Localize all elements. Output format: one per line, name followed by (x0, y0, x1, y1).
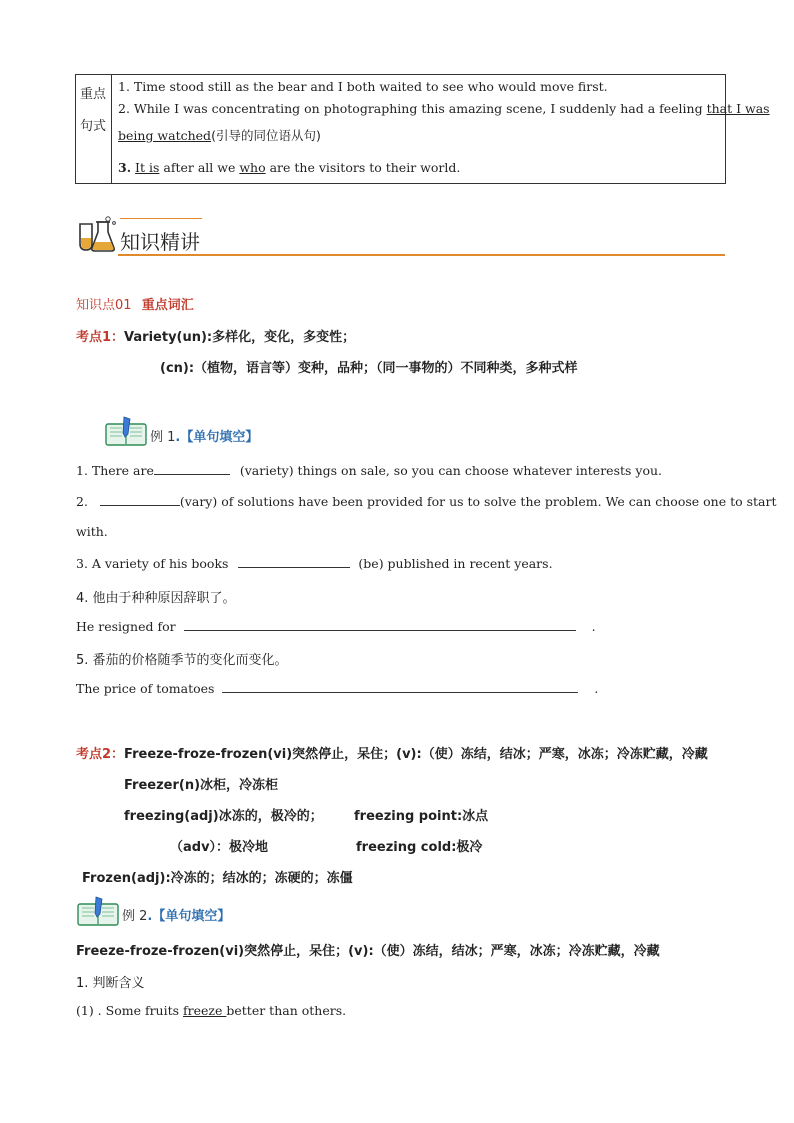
ex1-q3-suffix: (be) published in recent years. (358, 556, 553, 571)
ex1-question-5-cn: 5. 番茄的价格随季节的变化而变化。 (76, 653, 288, 668)
ex1-q3-prefix: 3. A variety of his books (76, 556, 229, 571)
ex2-q1-1-suffix: better than others. (226, 1003, 347, 1018)
sentence-2 (118, 101, 770, 116)
test-point-2-line5: Frozen(adj):冷冻的；结冰的；冻硬的；冻僵 (82, 871, 353, 886)
sentence-2-underline-1: that I was (706, 101, 770, 116)
section-top-rule (120, 218, 202, 219)
ex2-q1-1-prefix: (1) . Some fruits (76, 1003, 184, 1018)
ex1-question-4-en (76, 618, 596, 634)
knowledge-point-title: 重点词汇 (141, 298, 194, 313)
ex1-q4-blank[interactable] (184, 618, 576, 631)
key-sentences-table (75, 74, 770, 184)
test-point-1-line1: Variety(un):多样化，变化，多变性； (124, 330, 356, 345)
test-point-1 (76, 326, 355, 345)
section-rule (118, 254, 725, 256)
ex1-q1-prefix: 1. There are (76, 463, 154, 478)
test-point-1-label: 考点1： (76, 330, 125, 345)
example-2-tag: .【单句填空】 (147, 909, 231, 924)
example-1-label: 例 1 (150, 430, 176, 445)
test-point-2 (76, 743, 708, 762)
ex2-q1-1-underlined: freeze (183, 1003, 227, 1018)
table-label-line1: 重点 (80, 87, 107, 102)
section-title: 知识精讲 (120, 230, 200, 254)
ex1-q1-suffix: (variety) things on sale, so you can choose whatever interests you. (239, 463, 663, 478)
sentence-2-underline-2: being watched (118, 128, 212, 143)
sentence-2-cont (118, 126, 321, 144)
ex1-question-3 (76, 555, 553, 571)
ex1-q2-suffix: (vary) of solutions have been provided for us to solve the problem. We can choose one to start (179, 494, 777, 509)
sentence-3-underline-2: who (239, 160, 266, 175)
sentence-3-number: 3. (118, 160, 132, 175)
ex1-question-4-cn: 4. 他由于种种原因辞职了。 (76, 591, 236, 606)
sentence-3-middle: after all we (159, 160, 240, 175)
ex1-q2-prefix: 2. (76, 494, 88, 509)
ex1-q4-period: . (591, 619, 596, 634)
sentence-2-note: (引导的同位语从句) (211, 128, 321, 143)
test-point-2-line4a: （adv）：极冷地 (170, 840, 269, 855)
flask-icon (74, 214, 120, 254)
sentence-1: 1. Time stood still as the bear and I both waited to see who would move first. (118, 79, 608, 94)
ex1-question-1 (76, 462, 662, 478)
test-point-2-line1: Freeze-froze-frozen(vi)突然停止，呆住；(v):（使）冻结，结冰；严寒，冰冻；冷冻贮藏，冷藏 (124, 747, 708, 762)
ex1-question-5-en (76, 680, 598, 696)
knowledge-point-heading (76, 294, 194, 313)
book-pen-icon (104, 416, 148, 446)
test-point-2-label: 考点2： (76, 747, 125, 762)
ex1-q3-blank[interactable] (238, 555, 350, 568)
test-point-2-line3a: freezing(adj)冰冻的，极冷的； (124, 809, 323, 824)
ex1-q5-blank[interactable] (222, 680, 578, 693)
test-point-2-line4b: freezing cold:极冷 (356, 840, 483, 855)
ex1-q2-blank[interactable] (100, 493, 180, 506)
test-point-2-line2: Freezer(n)冰柜，冷冻柜 (124, 778, 279, 793)
ex1-q5-period: . (594, 681, 599, 696)
sentence-3-underline-1: It is (135, 160, 160, 175)
ex1-q5-prefix: The price of tomatoes (76, 681, 215, 696)
example-2-label: 例 2 (122, 909, 148, 924)
knowledge-point-label: 知识点01 (76, 298, 132, 313)
test-point-1-line2: (cn):（植物，语言等）变种，品种；（同一事物的）不同种类，多种式样 (160, 361, 578, 376)
ex1-q1-blank[interactable] (154, 462, 230, 475)
ex1-q4-prefix: He resigned for (76, 619, 176, 634)
ex1-question-2 (76, 493, 777, 509)
example-1-tag: .【单句填空】 (175, 430, 259, 445)
book-pen-icon (76, 896, 120, 926)
example-1-heading (150, 426, 258, 445)
example-2-q1: 1. 判断含义 (76, 976, 145, 991)
example-2-line1: Freeze-froze-frozen(vi)突然停止，呆住；(v):（使）冻结，结冰；严寒，冰冻；冷冻贮藏，冷藏 (76, 944, 660, 959)
table-label-line2: 句式 (80, 119, 107, 134)
ex1-q2-continuation: with. (76, 524, 108, 539)
table-label-cell (76, 75, 112, 183)
sentence-2-text: 2. While I was concentrating on photographing this amazing scene, I suddenly had a feeling (118, 101, 707, 116)
example-2-heading (122, 905, 230, 924)
sentence-3 (118, 160, 460, 175)
example-2-q1-1 (76, 1003, 346, 1018)
sentence-3-end: are the visitors to their world. (265, 160, 461, 175)
test-point-2-line3b: freezing point:冰点 (354, 809, 489, 824)
